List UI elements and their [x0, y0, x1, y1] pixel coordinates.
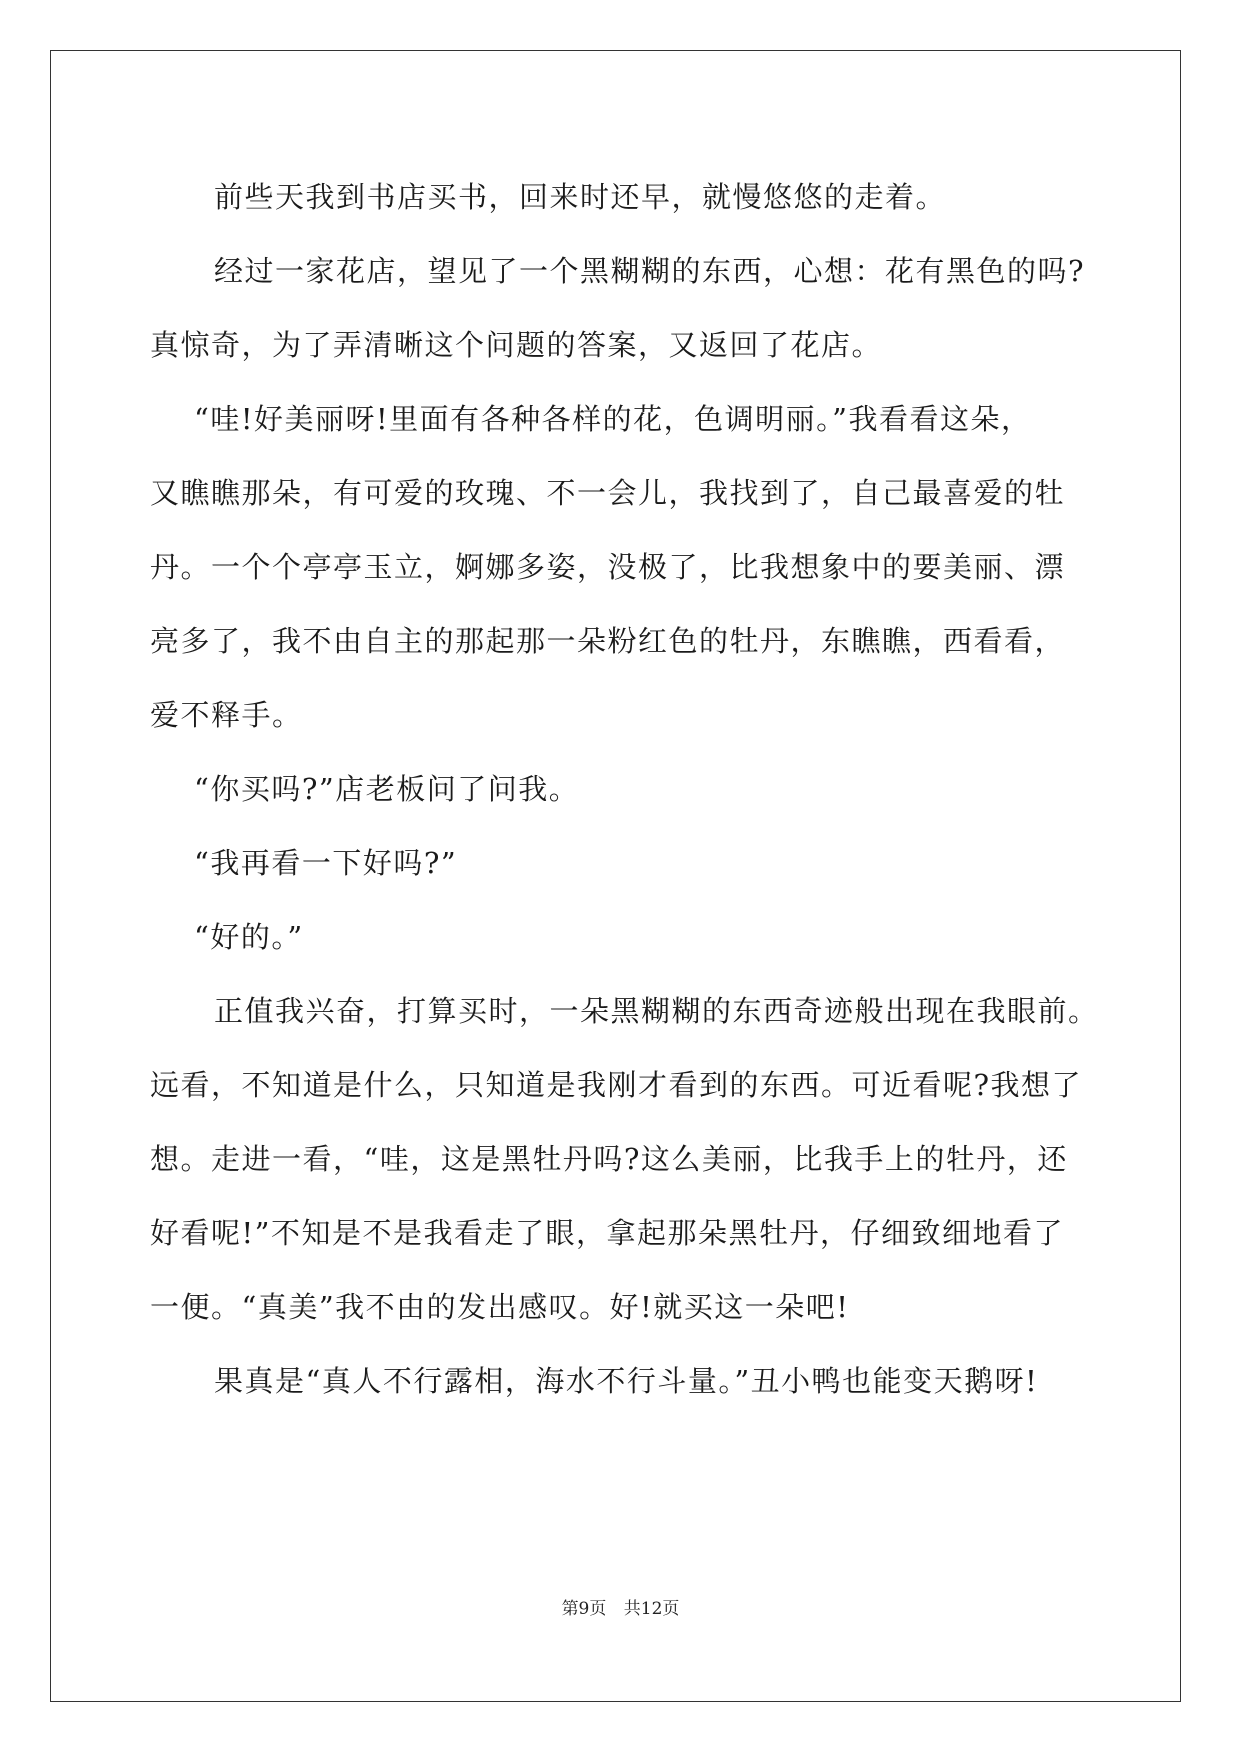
page-total: 共12页 [623, 1599, 680, 1619]
text-line: 丹。一个个亭亭玉立，婀娜多姿，没极了，比我想象中的要美丽、漂 [150, 550, 1066, 584]
text-line: 亮多了，我不由自主的那起那一朵粉红色的牡丹，东瞧瞧，西看看， [150, 624, 1066, 658]
text-line: “我再看一下好吗?” [194, 846, 458, 880]
text-line: “你买吗?”店老板问了问我。 [194, 772, 580, 806]
text-line: 爱不释手。 [150, 698, 303, 732]
text-line: 想。走进一看，“哇，这是黑牡丹吗?这么美丽，比我手上的牡丹，还 [150, 1142, 1068, 1176]
text-line: 又瞧瞧那朵，有可爱的玫瑰、不一会儿，我找到了，自己最喜爱的牡 [150, 476, 1066, 510]
text-line: 好看呢!”不知是不是我看走了眼，拿起那朵黑牡丹，仔细致细地看了 [150, 1216, 1064, 1250]
text-line: “哇!好美丽呀!里面有各种各样的花，色调明丽。”我看看这朵， [194, 402, 1032, 436]
page-number: 第9页 [561, 1599, 607, 1619]
text-line: 前些天我到书店买书，回来时还早，就慢悠悠的走着。 [214, 180, 947, 214]
page-footer [0, 1594, 1241, 1619]
text-line: 正值我兴奋，打算买时，一朵黑糊糊的东西奇迹般出现在我眼前。 [214, 994, 1099, 1028]
text-line: “好的。” [194, 920, 304, 954]
text-line: 经过一家花店，望见了一个黑糊糊的东西，心想：花有黑色的吗? [214, 254, 1086, 288]
text-line: 一便。“真美”我不由的发出感叹。好!就买这一朵吧! [150, 1290, 850, 1324]
document-body [150, 160, 1100, 1418]
text-line: 远看，不知道是什么，只知道是我刚才看到的东西。可近看呢?我想了 [150, 1068, 1083, 1102]
text-line: 真惊奇，为了弄清晰这个问题的答案，又返回了花店。 [150, 328, 883, 362]
text-line: 果真是“真人不行露相，海水不行斗量。”丑小鸭也能变天鹅呀! [214, 1364, 1039, 1398]
